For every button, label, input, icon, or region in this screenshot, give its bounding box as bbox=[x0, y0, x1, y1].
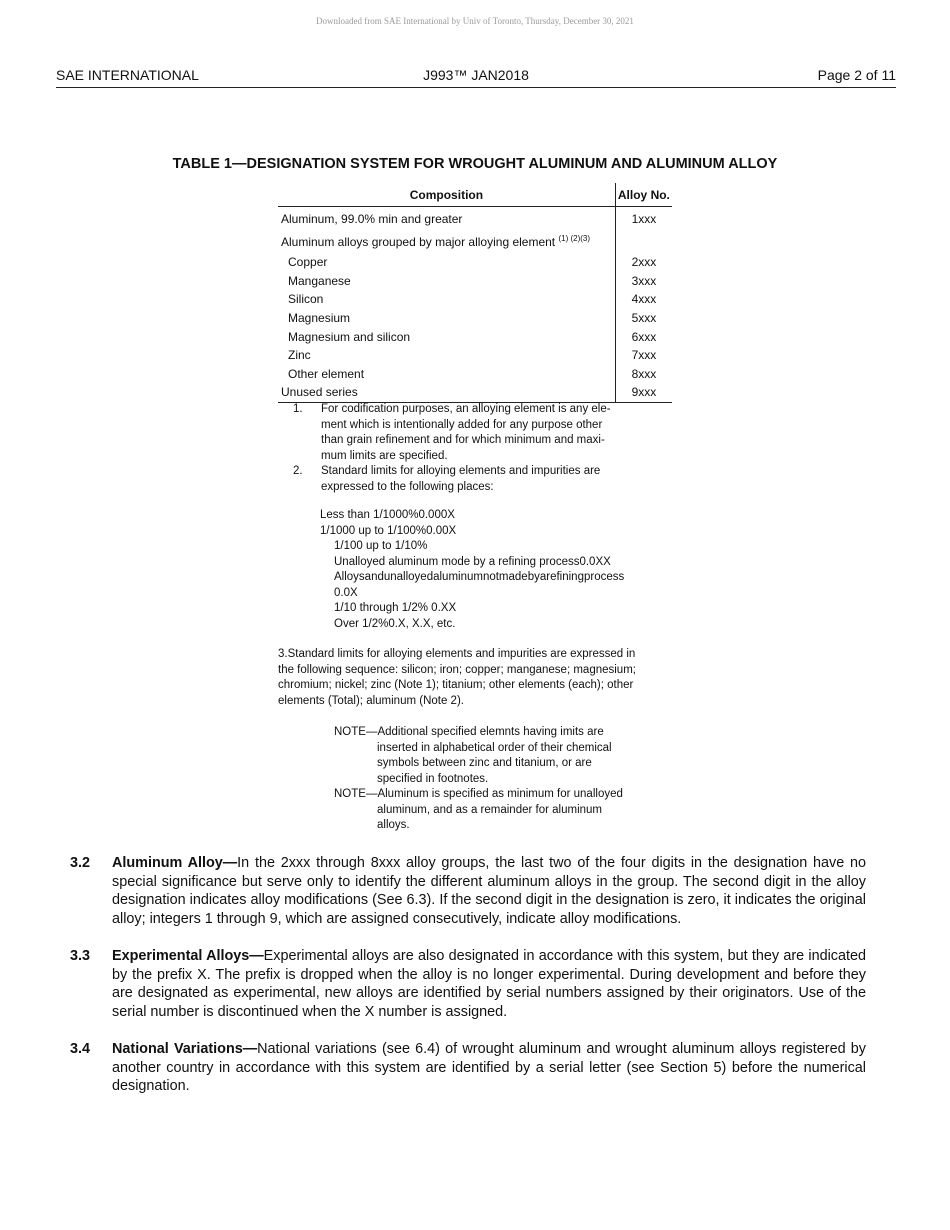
table-row bbox=[278, 346, 672, 365]
footnote-line: chromium; nickel; zinc (Note 1); titanium; other elements (each); other bbox=[278, 679, 634, 691]
cell-alloy: 6xxx bbox=[631, 329, 657, 344]
note-line: alloys. bbox=[377, 819, 410, 831]
cell-alloy: 8xxx bbox=[631, 366, 657, 381]
cell-alloy: 5xxx bbox=[631, 311, 657, 326]
section-title: Experimental Alloys— bbox=[112, 948, 264, 964]
place-item: Over 1/2%0.X, X.X, etc. bbox=[334, 617, 456, 630]
section-title: National Variations— bbox=[112, 1041, 258, 1057]
footnote-line: expressed to the following places: bbox=[321, 480, 494, 493]
header-org: SAE INTERNATIONAL bbox=[56, 67, 199, 83]
cell-alloy: 4xxx bbox=[631, 292, 657, 307]
header-doc-id: J993™ JAN2018 bbox=[423, 67, 529, 83]
section-3-3 bbox=[70, 947, 866, 1022]
footnote-line: the following sequence: silicon; iron; copper; manganese; magnesium; bbox=[278, 663, 636, 676]
cell-alloy bbox=[615, 230, 672, 253]
section-text: In the 2xxx through 8xxx alloy groups, the last two of the four digits in the designation have no special significance but serve only to identify the different aluminum alloys in the group. The second digit in the alloy designation indicates alloy modifications (See 6.3). If the second digit in the designation is zero, it indicates the original alloy; integers 1 through 9, which are assigned consecutively, indicate alloy modifications. bbox=[112, 855, 866, 928]
section-text: Experimental alloys are also designated in accordance with this system, but they are indicated by the prefix X. The prefix is dropped when the alloy is no longer experimental. During development and before they are designated as experimental, new alloys are identified by serial numbers assigned by their originators. Use of the serial number is discontinued when the X number is assigned. bbox=[112, 948, 866, 1021]
footnote-line: elements (Total); aluminum (Note 2). bbox=[278, 694, 464, 707]
footnote-line: mum limits are specified. bbox=[321, 449, 448, 462]
cell-composition: Silicon bbox=[278, 290, 615, 309]
table-row bbox=[278, 230, 672, 253]
cell-alloy: 7xxx bbox=[631, 348, 657, 363]
place-item: Unalloyed aluminum mode by a refining process0.0XX bbox=[334, 555, 611, 568]
page-header bbox=[56, 66, 896, 88]
footnote-refs: (1) (2)(3) bbox=[558, 234, 591, 243]
table-row bbox=[278, 207, 672, 231]
note-1 bbox=[334, 725, 674, 787]
cell-composition: Manganese bbox=[278, 272, 615, 291]
note-line: aluminum, and as a remainder for aluminum bbox=[377, 803, 602, 816]
table-row bbox=[278, 365, 672, 384]
cell-composition: Aluminum, 99.0% min and greater bbox=[278, 207, 615, 231]
cell-alloy: 1xxx bbox=[631, 211, 657, 226]
cell-alloy: 3xxx bbox=[631, 273, 657, 288]
footnote-2 bbox=[293, 464, 643, 495]
table-row bbox=[278, 309, 672, 328]
note-line: NOTE—Aluminum is specified as minimum for unalloyed bbox=[334, 788, 623, 800]
header-page-number: Page 2 of 11 bbox=[817, 67, 896, 83]
footnote-line: For codification purposes, an alloying element is any ele- bbox=[321, 403, 611, 415]
designation-table bbox=[278, 183, 672, 403]
place-item: 0.0X bbox=[334, 586, 358, 599]
section-3-2 bbox=[70, 854, 866, 929]
footnote-1 bbox=[293, 402, 643, 464]
table-title: TABLE 1—DESIGNATION SYSTEM FOR WROUGHT ALUMINUM AND ALUMINUM ALLOY bbox=[172, 156, 778, 172]
place-item: Alloysandunalloyedaluminumnotmadebyarefiningprocess bbox=[334, 571, 625, 583]
section-text: National variations (see 6.4) of wrought aluminum and wrought aluminum alloys registered by another country in accordance with this system are identified by a serial letter (see Section 5) before the numerical designation. bbox=[112, 1041, 866, 1095]
cell-composition: Copper bbox=[278, 253, 615, 272]
cell-composition bbox=[278, 230, 615, 253]
cell-composition-text: Aluminum alloys grouped by major alloying element bbox=[281, 235, 556, 249]
note-line: symbols between zinc and titanium, or are bbox=[377, 757, 592, 769]
note-line: inserted in alphabetical order of their chemical bbox=[377, 741, 612, 754]
cell-composition: Unused series bbox=[278, 383, 615, 402]
footnote-3 bbox=[278, 647, 678, 709]
place-item: 1/10 through 1/2% 0.XX bbox=[334, 602, 457, 614]
col-composition: Composition bbox=[278, 183, 615, 207]
table-row bbox=[278, 327, 672, 346]
decimal-places-list bbox=[320, 508, 680, 632]
table-row bbox=[278, 290, 672, 309]
section-3-4 bbox=[70, 1040, 866, 1096]
cell-composition: Other element bbox=[278, 365, 615, 384]
note-line: specified in footnotes. bbox=[377, 772, 489, 785]
section-number: 3.4 bbox=[70, 1041, 91, 1057]
section-number: 3.3 bbox=[70, 948, 91, 964]
section-title: Aluminum Alloy— bbox=[112, 855, 238, 871]
table-row bbox=[278, 253, 672, 272]
footnote-line: ment which is intentionally added for any purpose other bbox=[321, 418, 603, 431]
footnote-line: Standard limits for alloying elements and impurities are bbox=[321, 465, 601, 477]
watermark: Downloaded from SAE International by Univ of Toronto, Thursday, December 30, 2021 bbox=[316, 16, 634, 26]
cell-composition: Zinc bbox=[278, 346, 615, 365]
footnote-number: 2. bbox=[293, 465, 303, 477]
cell-composition: Magnesium and silicon bbox=[278, 327, 615, 346]
note-line: NOTE—Additional specified elemnts having imits are bbox=[334, 726, 604, 738]
table-row bbox=[278, 383, 672, 402]
place-item: 1/1000 up to 1/100%0.00X bbox=[320, 524, 457, 537]
place-item: 1/100 up to 1/10% bbox=[334, 540, 428, 552]
cell-composition: Magnesium bbox=[278, 309, 615, 328]
place-item: Less than 1/1000%0.000X bbox=[320, 509, 455, 521]
cell-alloy: 9xxx bbox=[615, 383, 672, 402]
footnote-line: than grain refinement and for which minimum and maxi- bbox=[321, 434, 605, 446]
col-alloy-no: Alloy No. bbox=[615, 183, 672, 207]
section-number: 3.2 bbox=[70, 855, 91, 871]
table-row bbox=[278, 272, 672, 291]
table-header-row bbox=[278, 183, 672, 207]
note-2 bbox=[334, 787, 674, 834]
cell-alloy: 2xxx bbox=[631, 255, 657, 270]
footnote-line: 3.Standard limits for alloying elements and impurities are expressed in bbox=[278, 648, 636, 660]
footnote-number: 1. bbox=[293, 403, 303, 415]
